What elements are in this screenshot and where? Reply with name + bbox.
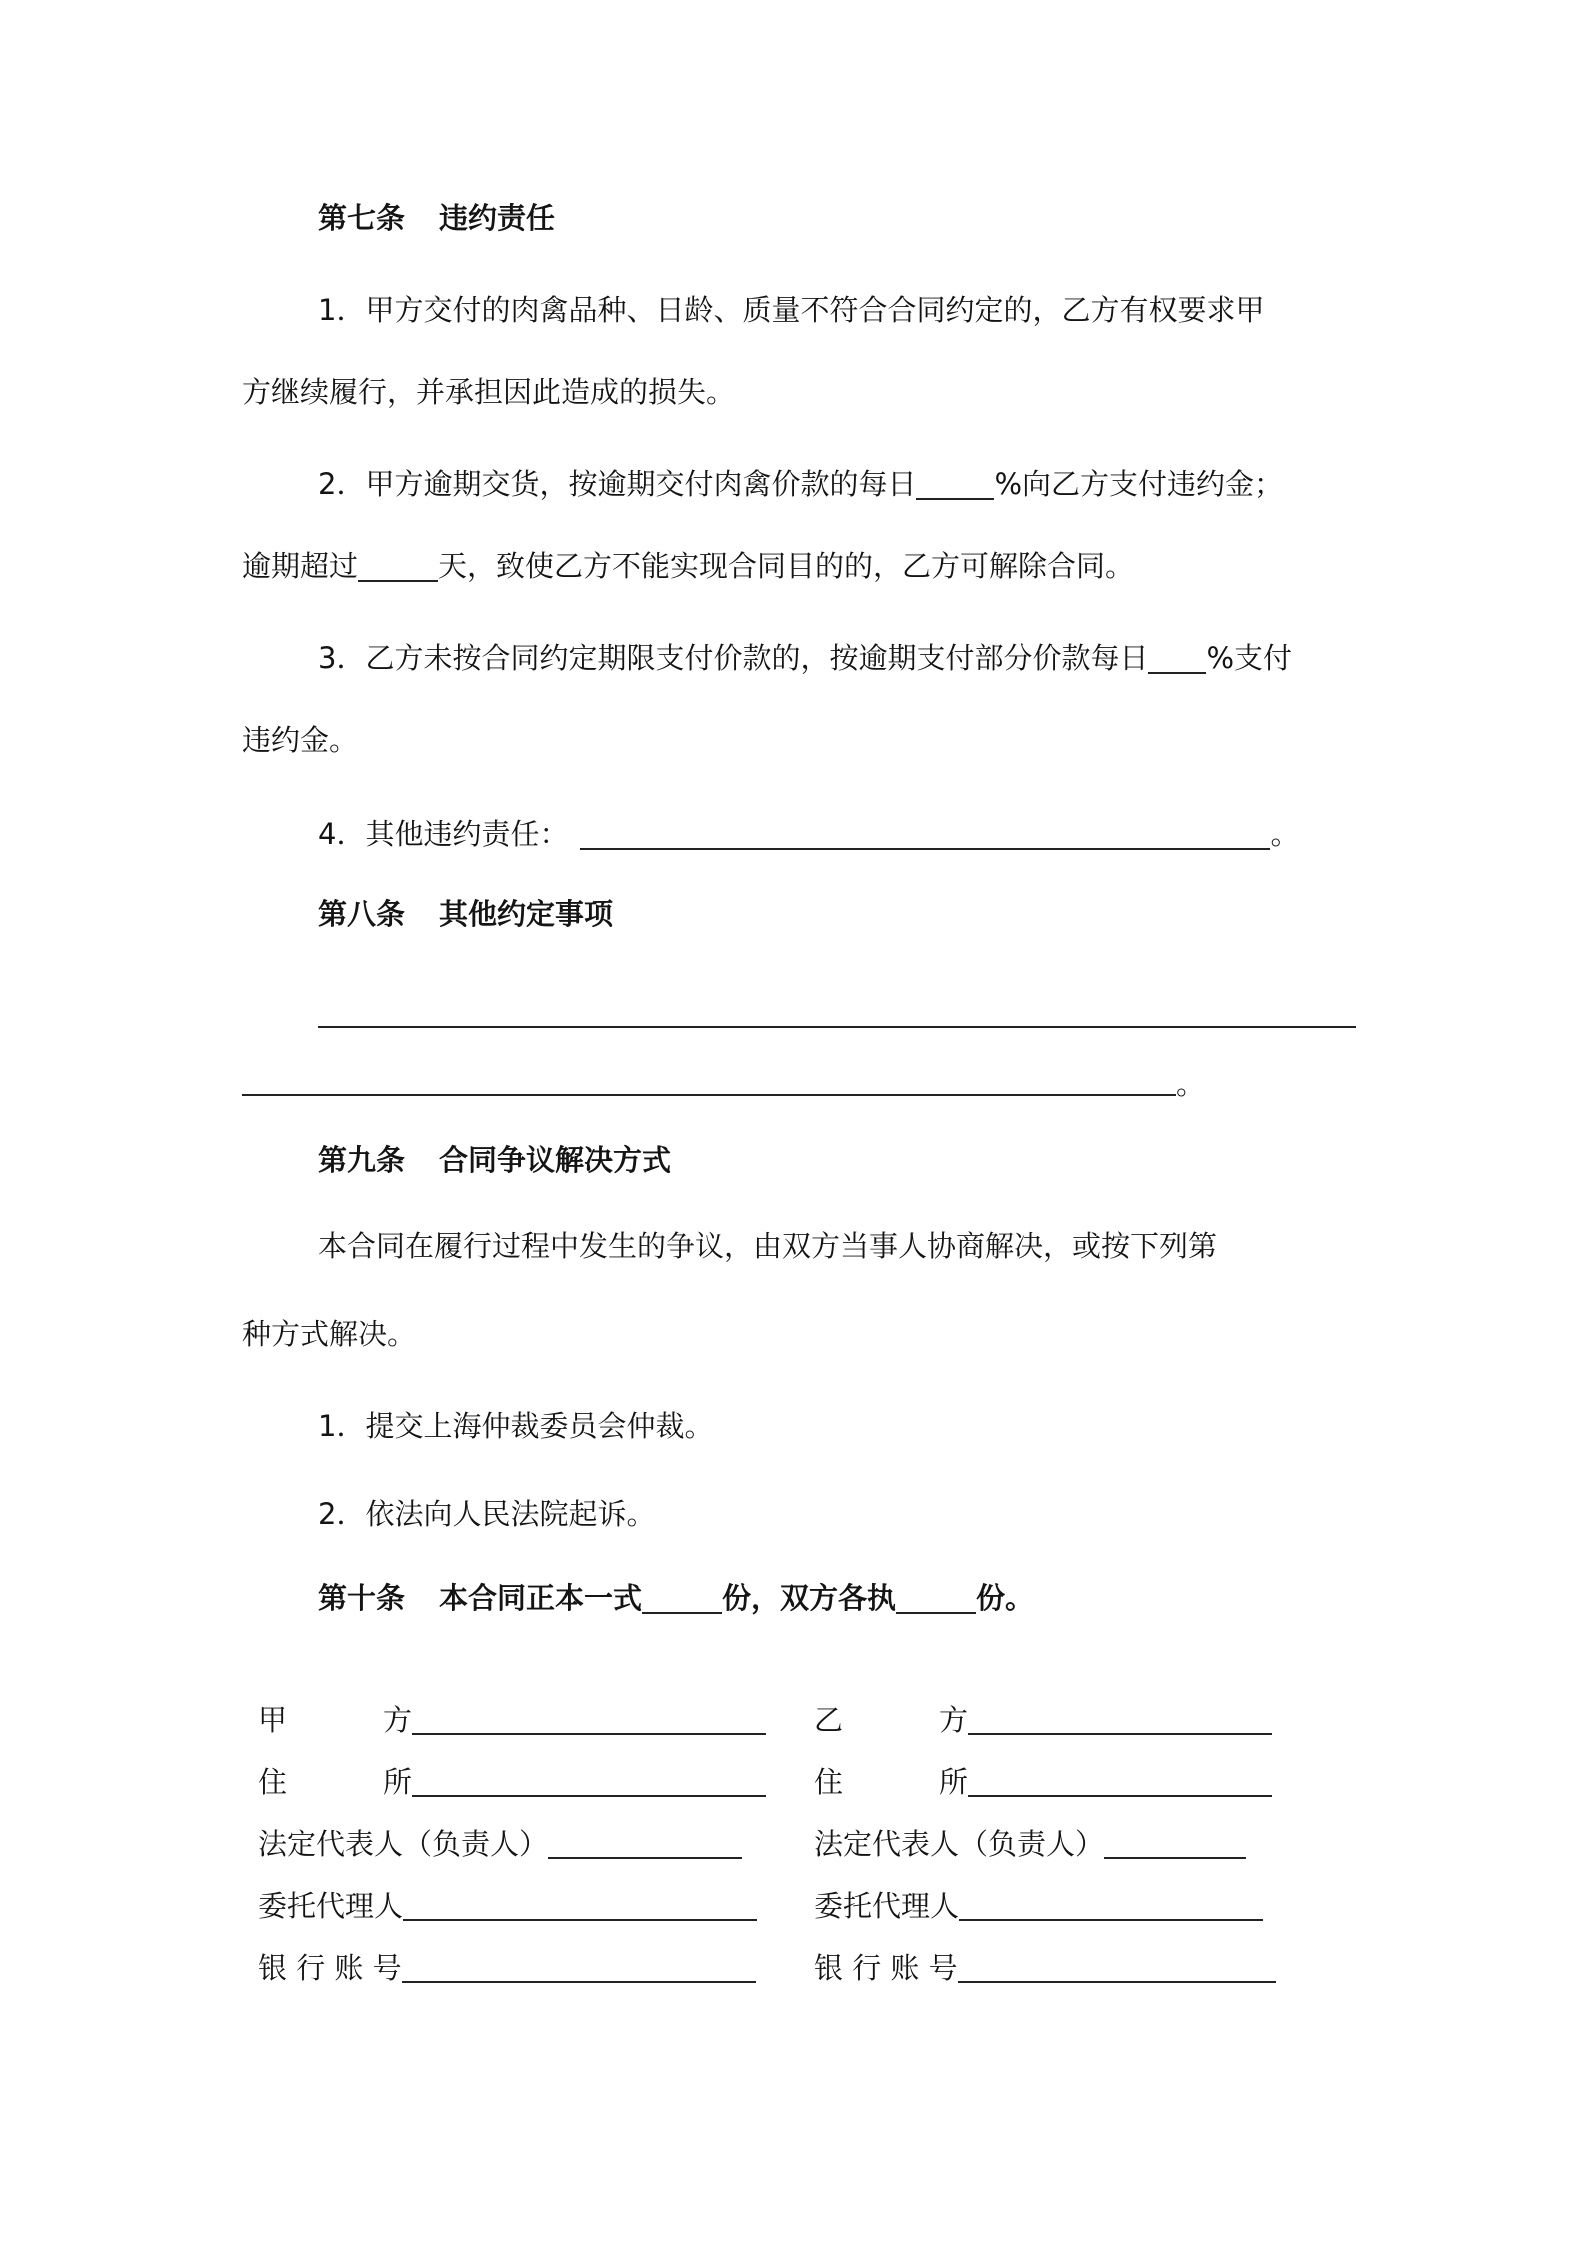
original-copies-blank [642, 1582, 722, 1614]
article10-text-a: 本合同正本一式 [439, 1581, 643, 1615]
copies-each-blank [896, 1582, 976, 1614]
party-b-label-2: 方 [939, 1703, 969, 1737]
article9-option1: 1．提交上海仲裁委员会仲裁。 [318, 1409, 714, 1443]
article9-option2: 2．依法向人民法院起诉。 [318, 1497, 656, 1531]
party-a-label-1: 甲 [258, 1703, 288, 1737]
article10-heading [318, 1578, 1034, 1618]
article10-number: 第十条 [318, 1581, 406, 1615]
article8-blank-line-2 [242, 1094, 1176, 1096]
article7-item2-line1 [318, 464, 1283, 504]
other-liability-blank [580, 818, 1270, 850]
party-a-address-row [258, 1762, 766, 1802]
party-a-address-label-2: 所 [383, 1765, 413, 1799]
party-a-agent-label: 委托代理人 [258, 1889, 404, 1923]
late-payment-rate-blank [1148, 642, 1206, 674]
article9-body-line2: 种方式解决。 [242, 1317, 417, 1351]
article7-item3-text-a: 3．乙方未按合同约定期限支付价款的，按逾期支付部分价款每日 [318, 641, 1149, 675]
article7-title: 违约责任 [439, 201, 556, 235]
party-b-name-blank [968, 1705, 1272, 1735]
article7-item2-text-a: 2．甲方逾期交货，按逾期交付肉禽价款的每日 [318, 467, 917, 501]
article8-blank-line-1 [318, 1026, 1356, 1028]
party-b-address-row [814, 1762, 1272, 1802]
article7-item4 [318, 814, 1299, 854]
party-b-address-label-1: 住 [814, 1765, 844, 1799]
article7-item2-text-b: %向乙方支付违约金； [994, 467, 1284, 501]
party-a-address-label-1: 住 [258, 1765, 288, 1799]
party-a-name-blank [412, 1705, 766, 1735]
party-b-legal-rep-blank [1104, 1829, 1246, 1859]
article7-item4-text: 4．其他违约责任： [318, 817, 569, 851]
party-a-name-row [258, 1700, 766, 1740]
party-b-agent-blank [959, 1891, 1263, 1921]
article7-item2-line2 [242, 546, 1134, 586]
party-a-bank-row [258, 1948, 756, 1988]
article9-title: 合同争议解决方式 [439, 1143, 672, 1177]
article9-body-line1: 本合同在履行过程中发生的争议，由双方当事人协商解决，或按下列第 [318, 1229, 1218, 1263]
party-b-agent-label: 委托代理人 [814, 1889, 960, 1923]
article8-heading [318, 894, 613, 934]
overdue-days-blank [358, 550, 438, 582]
article7-item2-text-c: 逾期超过 [242, 549, 359, 583]
article8-end: 。 [1176, 1067, 1206, 1101]
party-a-bank-label: 银 行 账 号 [258, 1951, 402, 1985]
party-a-agent-row [258, 1886, 757, 1926]
party-b-legal-rep-row [814, 1824, 1246, 1864]
party-b-label-1: 乙 [814, 1703, 844, 1737]
article9-number: 第九条 [318, 1143, 406, 1177]
party-a-agent-blank [403, 1891, 757, 1921]
article8-number: 第八条 [318, 897, 406, 931]
party-a-legal-rep-blank [548, 1829, 742, 1859]
party-b-agent-row [814, 1886, 1263, 1926]
party-a-legal-rep-row [258, 1824, 742, 1864]
party-b-bank-blank [958, 1953, 1276, 1983]
article9-heading [318, 1140, 671, 1180]
party-a-address-blank [412, 1767, 766, 1797]
daily-penalty-rate-blank [916, 468, 994, 500]
party-a-legal-rep-label: 法定代表人（负责人） [258, 1827, 549, 1861]
party-b-name-row [814, 1700, 1272, 1740]
article7-item1-line2: 方继续履行，并承担因此造成的损失。 [242, 375, 736, 409]
party-b-address-blank [968, 1767, 1272, 1797]
article7-item2-text-d: 天，致使乙方不能实现合同目的的，乙方可解除合同。 [438, 549, 1135, 583]
party-b-bank-row [814, 1948, 1276, 1988]
article10-text-c: 份。 [976, 1581, 1035, 1615]
article10-text-b: 份，双方各执 [722, 1581, 897, 1615]
party-b-address-label-2: 所 [939, 1765, 969, 1799]
article7-number: 第七条 [318, 201, 406, 235]
article7-item3-text-b: %支付 [1206, 641, 1293, 675]
party-b-legal-rep-label: 法定代表人（负责人） [814, 1827, 1105, 1861]
article7-item1-line1: 1．甲方交付的肉禽品种、日龄、质量不符合合同约定的，乙方有权要求甲 [318, 293, 1265, 327]
party-b-bank-label: 银 行 账 号 [814, 1951, 958, 1985]
article7-item3-line2: 违约金。 [242, 723, 359, 757]
article7-item4-end: 。 [1270, 817, 1300, 851]
party-a-bank-blank [402, 1953, 756, 1983]
article8-title: 其他约定事项 [439, 897, 614, 931]
article7-heading [318, 198, 555, 238]
party-a-label-2: 方 [383, 1703, 413, 1737]
article7-item3-line1 [318, 638, 1292, 678]
